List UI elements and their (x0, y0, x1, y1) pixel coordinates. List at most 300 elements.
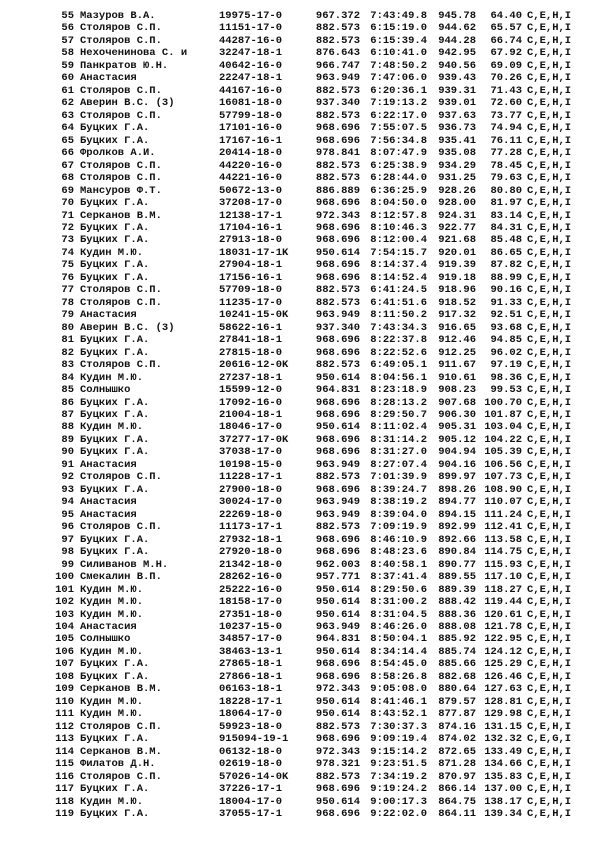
flight-time: 6:25:38.9 (370, 159, 427, 172)
flight-time: 6:28:44.0 (370, 172, 427, 185)
row-number: 62 (61, 97, 74, 110)
distance: 882.573 (315, 22, 360, 35)
participant-name: Анастасия (80, 72, 137, 85)
row-number: 93 (61, 483, 74, 496)
row-number: 83 (61, 359, 74, 372)
participant-name: Филатов Д.Н. (80, 758, 156, 771)
participant-name: Кудин М.Ю. (80, 246, 144, 259)
row-number: 101 (55, 583, 74, 596)
flags: C,E,H,I (527, 134, 572, 147)
flags: C,E,H,I (527, 446, 572, 459)
speed: 894.77 (438, 496, 476, 509)
row-number: 90 (61, 446, 74, 459)
speed: 889.55 (438, 571, 476, 584)
points: 120.61 (484, 608, 522, 621)
participant-name: Анастасия (80, 508, 137, 521)
flags: C,E,H,I (527, 234, 572, 247)
row-number: 74 (61, 246, 74, 259)
distance: 963.949 (315, 458, 360, 471)
speed: 907.68 (438, 396, 476, 409)
flight-time: 8:38:19.2 (370, 496, 427, 509)
speed: 935.41 (438, 134, 476, 147)
participant-name: Столяров С.П. (80, 34, 162, 47)
flags: C,E,H,I (527, 184, 572, 197)
row-number: 63 (61, 109, 74, 122)
row-number: 91 (61, 458, 74, 471)
ring-id: 18004-17-0 (219, 795, 283, 808)
participant-name: Столяров С.П. (80, 284, 162, 297)
table-row (0, 234, 600, 246)
table-row (0, 259, 600, 271)
distance: 882.573 (315, 284, 360, 297)
flight-time: 8:31:04.5 (370, 608, 427, 621)
speed: 898.26 (438, 483, 476, 496)
distance: 968.696 (315, 409, 360, 421)
points: 88.99 (490, 271, 522, 284)
row-number: 66 (61, 147, 74, 160)
speed: 864.11 (438, 808, 476, 820)
points: 105.39 (484, 446, 522, 459)
row-number: 56 (61, 22, 74, 35)
row-number: 78 (61, 296, 74, 309)
row-number: 79 (61, 309, 74, 322)
speed: 911.67 (438, 359, 476, 372)
speed: 919.18 (438, 271, 476, 284)
speed: 890.77 (438, 558, 476, 571)
row-number: 112 (55, 720, 74, 733)
participant-name: Кудин М.Ю. (80, 583, 144, 596)
participant-name: Буцких Г.А. (80, 446, 150, 459)
ring-id: 34857-17-0 (219, 633, 283, 646)
speed: 864.75 (438, 795, 476, 808)
ring-id: 59923-18-0 (219, 720, 283, 733)
flight-time: 8:14:52.4 (370, 271, 427, 284)
table-row (0, 609, 600, 621)
participant-name: Буцких Г.А. (80, 396, 150, 409)
ring-id: 12138-17-1 (219, 209, 283, 222)
ring-id: 27841-18-1 (219, 334, 283, 347)
distance: 950.614 (315, 608, 360, 621)
speed: 939.31 (438, 84, 476, 97)
flight-time: 7:34:19.2 (370, 770, 427, 783)
points: 80.80 (490, 184, 522, 197)
row-number: 86 (61, 396, 74, 409)
points: 118.27 (484, 583, 522, 596)
speed: 922.77 (438, 221, 476, 234)
flight-time: 8:37:41.4 (370, 571, 427, 584)
row-number: 118 (55, 795, 74, 808)
participant-name: Анастасия (80, 309, 137, 322)
table-row (0, 197, 600, 209)
participant-name: Столяров С.П. (80, 359, 162, 372)
flags: C,E,H,I (527, 296, 572, 309)
speed: 879.57 (438, 695, 476, 708)
row-number: 116 (55, 770, 74, 783)
flight-time: 6:22:17.0 (370, 109, 427, 122)
participant-name: Буцких Г.А. (80, 234, 150, 247)
flags: C,E,H,I (527, 346, 572, 359)
distance: 882.573 (315, 770, 360, 783)
ring-id: 17167-16-1 (219, 134, 283, 147)
ring-id: 27913-18-0 (219, 234, 283, 247)
flags: C,E,H,I (527, 758, 572, 771)
flight-time: 9:19:24.2 (370, 783, 427, 796)
participant-name: Кудин М.Ю. (80, 645, 144, 658)
ring-id: 20414-18-0 (219, 147, 283, 160)
participant-name: Анастасия (80, 458, 137, 471)
table-row (0, 297, 600, 309)
distance: 886.889 (315, 184, 360, 197)
flags: C,E,H,I (527, 59, 572, 72)
participant-name: Столяров С.П. (80, 720, 162, 733)
flags: C,E,H,I (527, 34, 572, 47)
flight-time: 6:15:19.0 (370, 22, 427, 35)
flight-time: 7:56:34.8 (370, 134, 427, 147)
points: 124.12 (484, 645, 522, 658)
flags: C,E,H,I (527, 508, 572, 521)
ring-id: 17101-16-0 (219, 122, 283, 135)
points: 137.00 (484, 783, 522, 796)
distance: 964.831 (315, 384, 360, 397)
ring-id: 37208-17-0 (219, 197, 283, 210)
distance: 882.573 (315, 720, 360, 733)
ring-id: 37038-17-0 (219, 446, 283, 459)
flight-time: 9:15:14.2 (370, 745, 427, 758)
points: 81.97 (490, 197, 522, 210)
row-number: 111 (55, 708, 74, 721)
distance: 962.003 (315, 558, 360, 571)
flags: C,E,H,I (527, 371, 572, 384)
participant-name: Столяров С.П. (80, 172, 162, 185)
flight-time: 8:29:50.6 (370, 583, 427, 596)
flags: C,E,H,I (527, 521, 572, 534)
flags: C,E,H,I (527, 433, 572, 446)
table-row (0, 135, 600, 147)
speed: 921.68 (438, 234, 476, 247)
speed: 870.97 (438, 770, 476, 783)
participant-name: Столяров С.П. (80, 159, 162, 172)
participant-name: Серканов В.М. (80, 745, 162, 758)
row-number: 68 (61, 172, 74, 185)
points: 90.16 (490, 284, 522, 297)
row-number: 87 (61, 409, 74, 421)
flight-time: 7:47:06.0 (370, 72, 427, 85)
flags: C,E,H,I (527, 546, 572, 559)
participant-name: Столяров С.П. (80, 109, 162, 122)
table-row (0, 147, 600, 159)
participant-name: Столяров С.П. (80, 770, 162, 783)
distance: 968.696 (315, 197, 360, 210)
distance: 972.343 (315, 683, 360, 696)
flight-time: 8:23:18.9 (370, 384, 427, 397)
speed: 885.66 (438, 658, 476, 671)
distance: 950.614 (315, 795, 360, 808)
table-row (0, 322, 600, 334)
distance: 882.573 (315, 84, 360, 97)
points: 70.26 (490, 72, 522, 85)
distance: 950.614 (315, 421, 360, 434)
points: 129.98 (484, 708, 522, 721)
ring-id: 27237-18-1 (219, 371, 283, 384)
row-number: 107 (55, 658, 74, 671)
points: 85.48 (490, 234, 522, 247)
row-number: 114 (55, 745, 74, 758)
ring-id: 58622-16-1 (219, 321, 283, 334)
speed: 906.30 (438, 409, 476, 421)
participant-name: Буцких Г.А. (80, 733, 150, 746)
table-row (0, 546, 600, 558)
ring-id: 37055-17-1 (219, 808, 283, 820)
speed: 919.39 (438, 259, 476, 272)
speed: 890.84 (438, 546, 476, 559)
distance: 968.696 (315, 122, 360, 135)
points: 119.44 (484, 596, 522, 609)
points: 69.09 (490, 59, 522, 72)
flags: C,E,H,I (527, 197, 572, 210)
participant-name: Кудин М.Ю. (80, 795, 144, 808)
speed: 944.28 (438, 34, 476, 47)
row-number: 71 (61, 209, 74, 222)
flags: C,E,H,I (527, 808, 572, 820)
row-number: 103 (55, 608, 74, 621)
row-number: 88 (61, 421, 74, 434)
participant-name: Кудин М.Ю. (80, 695, 144, 708)
participant-name: Буцких Г.А. (80, 346, 150, 359)
row-number: 58 (61, 47, 74, 60)
table-row (0, 185, 600, 197)
points: 103.04 (484, 421, 522, 434)
table-row (0, 708, 600, 720)
points: 112.41 (484, 521, 522, 534)
speed: 885.92 (438, 633, 476, 646)
row-number: 81 (61, 334, 74, 347)
flags: C,E,H,I (527, 496, 572, 509)
distance: 968.696 (315, 546, 360, 559)
distance: 937.340 (315, 97, 360, 110)
flags: C,E,H,I (527, 633, 572, 646)
table-row (0, 496, 600, 508)
table-row (0, 60, 600, 72)
participant-name: Буцких Г.А. (80, 122, 150, 135)
flight-time: 9:23:51.5 (370, 758, 427, 771)
speed: 924.31 (438, 209, 476, 222)
row-number: 95 (61, 508, 74, 521)
flight-time: 6:15:39.4 (370, 34, 427, 47)
table-row (0, 384, 600, 396)
flight-time: 8:43:52.1 (370, 708, 427, 721)
row-number: 82 (61, 346, 74, 359)
ring-id: 22247-18-1 (219, 72, 283, 85)
flight-time: 8:10:46.3 (370, 221, 427, 234)
participant-name: Буцких Г.А. (80, 808, 150, 820)
table-row (0, 696, 600, 708)
row-number: 117 (55, 783, 74, 796)
table-row (0, 646, 600, 658)
distance: 950.614 (315, 708, 360, 721)
participant-name: Буцких Г.А. (80, 271, 150, 284)
distance: 950.614 (315, 645, 360, 658)
ring-id: 38463-13-1 (219, 645, 283, 658)
points: 78.45 (490, 159, 522, 172)
flags: C,E,H,I (527, 471, 572, 484)
flags: C,E,H,I (527, 558, 572, 571)
ring-id: 27351-18-0 (219, 608, 283, 621)
table-row (0, 484, 600, 496)
row-number: 85 (61, 384, 74, 397)
flight-time: 7:30:37.3 (370, 720, 427, 733)
table-row (0, 210, 600, 222)
flight-time: 6:41:24.5 (370, 284, 427, 297)
distance: 950.614 (315, 596, 360, 609)
flight-time: 8:34:14.4 (370, 645, 427, 658)
flight-time: 7:19:13.2 (370, 97, 427, 110)
ring-id: 57799-18-0 (219, 109, 283, 122)
flags: C,E,H,I (527, 720, 572, 733)
table-row (0, 172, 600, 184)
points: 98.36 (490, 371, 522, 384)
points: 117.10 (484, 571, 522, 584)
ring-id: 27866-18-1 (219, 670, 283, 683)
participant-name: Аверин В.С. (3) (80, 321, 175, 334)
ring-id: 25222-16-0 (219, 583, 283, 596)
row-number: 75 (61, 259, 74, 272)
row-number: 109 (55, 683, 74, 696)
flight-time: 7:48:50.2 (370, 59, 427, 72)
row-number: 73 (61, 234, 74, 247)
row-number: 65 (61, 134, 74, 147)
points: 93.68 (490, 321, 522, 334)
distance: 950.614 (315, 246, 360, 259)
flight-time: 8:07:47.9 (370, 147, 427, 160)
speed: 912.25 (438, 346, 476, 359)
speed: 892.66 (438, 533, 476, 546)
row-number: 102 (55, 596, 74, 609)
row-number: 106 (55, 645, 74, 658)
distance: 968.696 (315, 733, 360, 746)
row-number: 104 (55, 620, 74, 633)
speed: 937.63 (438, 109, 476, 122)
points: 133.49 (484, 745, 522, 758)
speed: 889.39 (438, 583, 476, 596)
table-row (0, 721, 600, 733)
row-number: 110 (55, 695, 74, 708)
ring-id: 27920-18-0 (219, 546, 283, 559)
flags: C,E,H,I (527, 147, 572, 160)
flags: C,E,H,I (527, 259, 572, 272)
speed: 944.62 (438, 22, 476, 35)
flight-time: 8:31:00.2 (370, 596, 427, 609)
speed: 885.74 (438, 645, 476, 658)
points: 65.57 (490, 22, 522, 35)
row-number: 60 (61, 72, 74, 85)
ring-id: 57026-14-0K (219, 770, 289, 783)
flight-time: 7:43:34.3 (370, 321, 427, 334)
points: 87.82 (490, 259, 522, 272)
speed: 935.08 (438, 147, 476, 160)
participant-name: Столяров С.П. (80, 471, 162, 484)
distance: 968.696 (315, 259, 360, 272)
row-number: 61 (61, 84, 74, 97)
speed: 888.36 (438, 608, 476, 621)
participant-name: Солнышко (80, 633, 131, 646)
ring-id: 17092-16-0 (219, 396, 283, 409)
distance: 966.747 (315, 59, 360, 72)
points: 122.95 (484, 633, 522, 646)
distance: 968.696 (315, 396, 360, 409)
speed: 866.14 (438, 783, 476, 796)
flags: C,E,H,I (527, 645, 572, 658)
participant-name: Кудин М.Ю. (80, 608, 144, 621)
speed: 874.16 (438, 720, 476, 733)
points: 84.31 (490, 221, 522, 234)
points: 115.93 (484, 558, 522, 571)
points: 138.17 (484, 795, 522, 808)
participant-name: Буцких Г.А. (80, 259, 150, 272)
flight-time: 9:05:08.0 (370, 683, 427, 696)
ring-id: 37277-17-0K (219, 433, 289, 446)
distance: 968.696 (315, 658, 360, 671)
row-number: 69 (61, 184, 74, 197)
flags: C,E,H,I (527, 172, 572, 185)
table-row (0, 10, 600, 22)
flight-time: 7:09:19.9 (370, 521, 427, 534)
participant-name: Буцких Г.А. (80, 433, 150, 446)
points: 94.85 (490, 334, 522, 347)
speed: 945.78 (438, 10, 476, 22)
ring-id: 18064-17-0 (219, 708, 283, 721)
ring-id: 19975-17-0 (219, 10, 283, 22)
points: 74.94 (490, 122, 522, 135)
ring-id: 18031-17-1K (219, 246, 289, 259)
distance: 968.696 (315, 483, 360, 496)
flags: C,E,H,I (527, 620, 572, 633)
table-row (0, 85, 600, 97)
ring-id: 50672-13-0 (219, 184, 283, 197)
participant-name: Буцких Г.А. (80, 533, 150, 546)
speed: 872.65 (438, 745, 476, 758)
table-row (0, 571, 600, 583)
table-row (0, 446, 600, 458)
distance: 882.573 (315, 172, 360, 185)
flags: C,E,H,I (527, 72, 572, 85)
points: 110.07 (484, 496, 522, 509)
row-number: 100 (55, 571, 74, 584)
flags: C,E,H,I (527, 359, 572, 372)
table-row (0, 796, 600, 808)
points: 108.90 (484, 483, 522, 496)
distance: 978.321 (315, 758, 360, 771)
ring-id: 18158-17-0 (219, 596, 283, 609)
flags: C,E,H,I (527, 22, 572, 35)
distance: 963.949 (315, 508, 360, 521)
table-row (0, 421, 600, 433)
ring-id: 02619-18-0 (219, 758, 283, 771)
row-number: 98 (61, 546, 74, 559)
speed: 942.95 (438, 47, 476, 60)
distance: 963.949 (315, 309, 360, 322)
points: 83.14 (490, 209, 522, 222)
row-number: 64 (61, 122, 74, 135)
distance: 957.771 (315, 571, 360, 584)
table-row (0, 247, 600, 259)
distance: 963.949 (315, 72, 360, 85)
ring-id: 16081-18-0 (219, 97, 283, 110)
flight-time: 8:40:58.1 (370, 558, 427, 571)
distance: 967.372 (315, 10, 360, 22)
points: 66.74 (490, 34, 522, 47)
distance: 882.573 (315, 521, 360, 534)
distance: 968.696 (315, 533, 360, 546)
